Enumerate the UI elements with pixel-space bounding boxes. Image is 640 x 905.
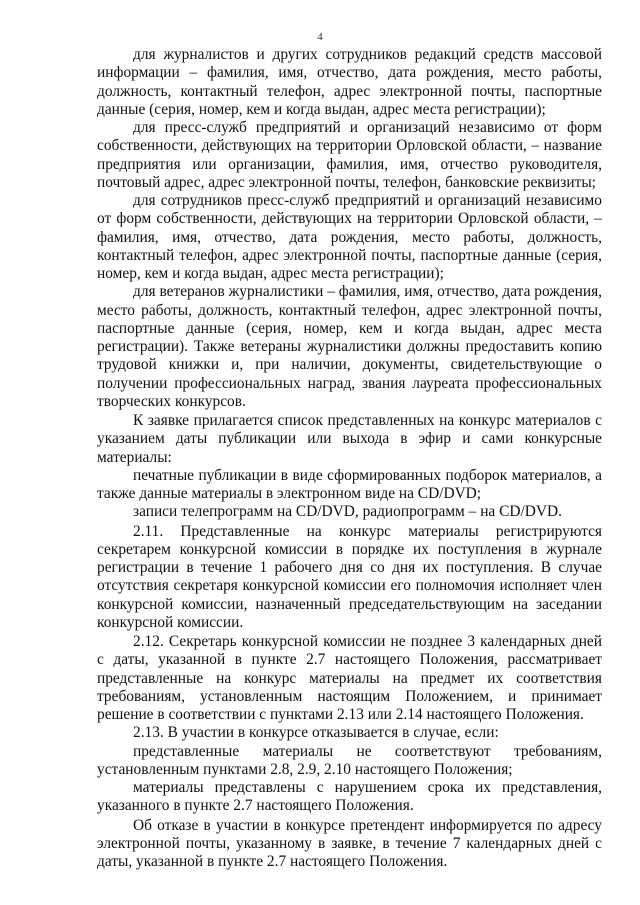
paragraph-journalists: для журналистов и других сотрудников редакций средств массовой информации – фамилия, имя, отчество, дата рождения, место работы, должность, контактный телефон, адрес электронной почты, паспортные данные (серия, номер, кем и когда выдан, адрес места регистрации); — [97, 46, 602, 118]
paragraph-application-list: К заявке прилагается список представленных на конкурс материалов с указанием даты публикации или выхода в эфир и сами конкурсные материалы: — [97, 412, 602, 466]
page-number: 4 — [317, 31, 323, 43]
paragraph-2-11: 2.11. Представленные на конкурс материалы регистрируются секретарем конкурсной комиссии в порядке их поступления в журнале регистрации в течение 1 рабочего дня со дня их поступления. В случае отсутствия секретаря конкурсной комиссии его полномочия исполняет член конкурсной комиссии, назначенный председательствующим на заседании конкурсной комиссии. — [97, 522, 602, 631]
paragraph-2-13: 2.13. В участии в конкурсе отказывается в случае, если: — [133, 724, 499, 742]
paragraph-press-staff: для сотрудников пресс-служб предприятий и организаций независимо от форм собственности, действующих на территории Орловской области, – фамилия, имя, отчество, дата рождения, место работы, должность, контактный телефон, адрес электронной почты, паспортные данные (серия, номер, кем и когда выдан, адрес места регистрации); — [97, 192, 602, 282]
document-body — [97, 46, 602, 871]
paragraph-2-13-item-1: представленные материалы не соответствуют требованиям, установленным пунктами 2.8, 2.9, 2.10 настоящего Положения; — [97, 742, 602, 778]
paragraph-refusal-notice: Об отказе в участии в конкурсе претендент информируется по адресу электронной почты, указанному в заявке, в течение 7 календарных дней с даты, указанной в пункте 2.7 настоящего Положения. — [97, 816, 602, 870]
paragraph-2-12: 2.12. Секретарь конкурсной комиссии не позднее 3 календарных дней с даты, указанной в пункте 2.7 настоящего Положения, рассматривает представленные на конкурс материалы на предмет их соответствия требованиям, установленным настоящим Положением, и принимает решение в соответствии с пунктами 2.13 или 2.14 настоящего Положения. — [97, 633, 602, 723]
paragraph-recordings: записи телепрограмм на CD/DVD, радиопрограмм – на CD/DVD. — [133, 503, 562, 521]
paragraph-print-publications: печатные публикации в виде сформированных подборок материалов, а также данные материалы в электронном виде на CD/DVD; — [97, 466, 602, 502]
paragraph-veterans: для ветеранов журналистики – фамилия, имя, отчество, дата рождения, место работы, должность, контактный телефон, адрес электронной почты, паспортные данные (серия, номер, кем и когда выдан, адрес места регистрации). Также ветераны журналистики должны предоставить копию трудовой книжки и, при наличии, документы, свидетельствующие о получении профессиональных наград, звания лауреата профессиональных творческих конкурсов. — [97, 283, 602, 410]
paragraph-press-services: для пресс-служб предприятий и организаций независимо от форм собственности, действующих на территории Орловской области, – название предприятия или организации, фамилия, имя, отчество руководителя, почтовый адрес, адрес электронной почты, телефон, банковские реквизиты; — [97, 119, 602, 191]
paragraph-2-13-item-2: материалы представлены с нарушением срока их представления, указанного в пункте 2.7 настоящего Положения. — [97, 779, 602, 815]
